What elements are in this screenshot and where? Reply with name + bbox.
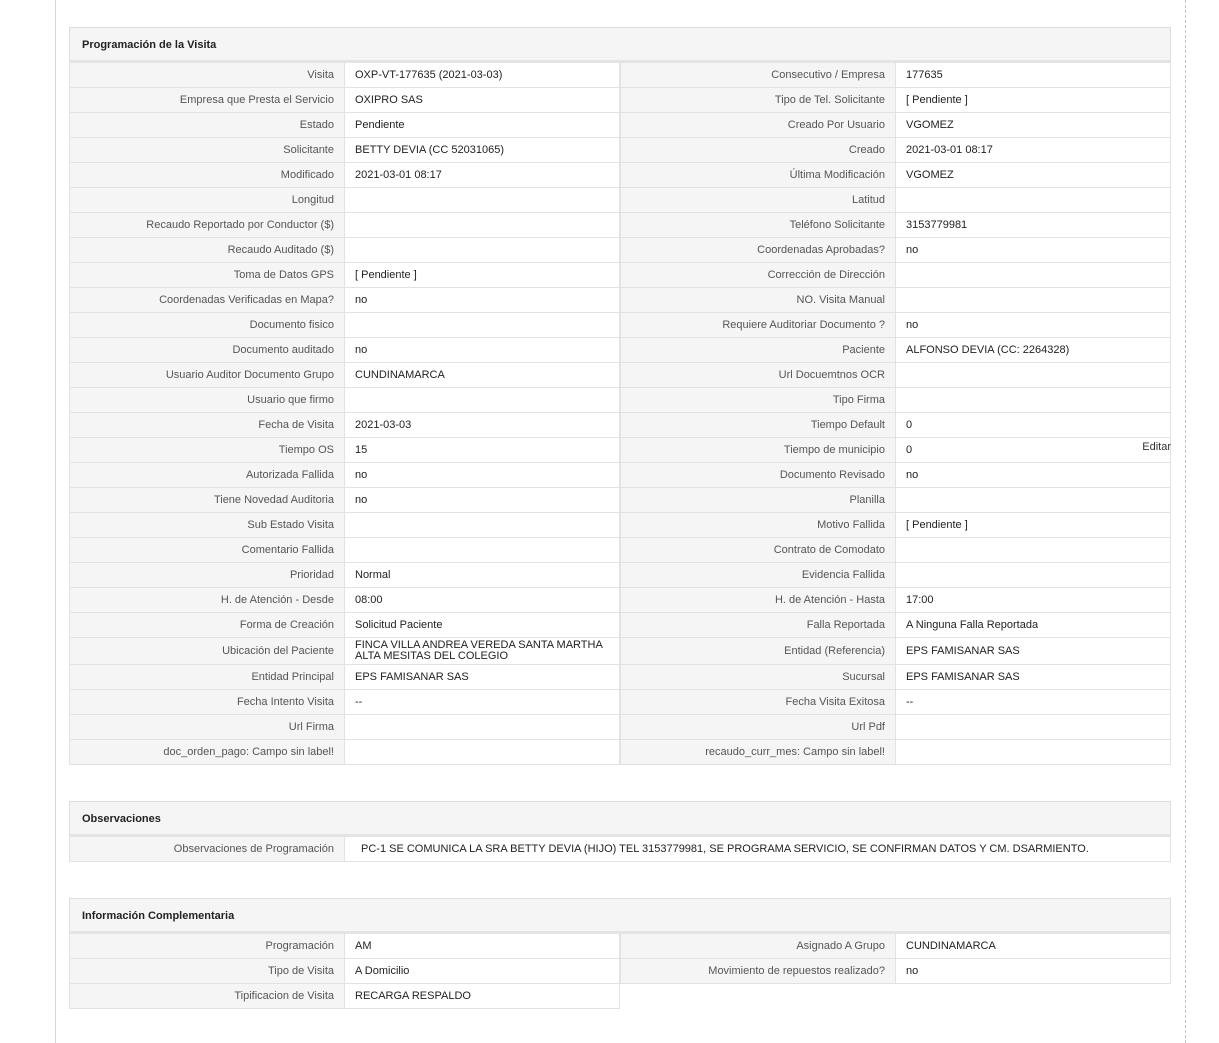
field-value: EPS FAMISANAR SAS: [345, 665, 620, 690]
field-row: [69, 263, 1171, 288]
field-label: Planilla: [620, 488, 896, 513]
field-value: no: [896, 313, 1171, 338]
field-label: Última Modificación: [620, 163, 896, 188]
field-row: [69, 288, 1171, 313]
field-row: [69, 188, 1171, 213]
field-value: FINCA VILLA ANDREA VEREDA SANTA MARTHA ALTA MESITAS DEL COLEGIO: [345, 638, 620, 665]
field-label: H. de Atención - Desde: [69, 588, 345, 613]
field-label: Documento auditado: [69, 338, 345, 363]
field-value: A Ninguna Falla Reportada: [896, 613, 1171, 638]
field-label: Autorizada Fallida: [69, 463, 345, 488]
field-row: [69, 715, 1171, 740]
field-row: [69, 959, 1171, 984]
field-value: RECARGA RESPALDO: [345, 984, 620, 1009]
field-value: Normal: [345, 563, 620, 588]
field-row: [69, 463, 1171, 488]
field-label: Creado Por Usuario: [620, 113, 896, 138]
field-value: no: [345, 288, 620, 313]
field-value: no: [896, 463, 1171, 488]
field-row: [69, 538, 1171, 563]
field-label: Evidencia Fallida: [620, 563, 896, 588]
field-label: Movimiento de repuestos realizado?: [620, 959, 896, 984]
field-row: [69, 665, 1171, 690]
field-label: Programación: [69, 934, 345, 959]
field-value: Solicitud Paciente: [345, 613, 620, 638]
field-label: Tiempo de municipio: [620, 438, 896, 463]
field-label: Teléfono Solicitante: [620, 213, 896, 238]
field-label: Falla Reportada: [620, 613, 896, 638]
field-value: VGOMEZ: [896, 113, 1171, 138]
left-border-line: [55, 0, 56, 1043]
field-label: Entidad Principal: [69, 665, 345, 690]
field-label: Toma de Datos GPS: [69, 263, 345, 288]
field-row: [69, 363, 1171, 388]
field-value: BETTY DEVIA (CC 52031065): [345, 138, 620, 163]
field-value: [896, 563, 1171, 588]
field-label: Sucursal: [620, 665, 896, 690]
field-value: AM: [345, 934, 620, 959]
field-value: no: [896, 238, 1171, 263]
field-label: Recaudo Reportado por Conductor ($): [69, 213, 345, 238]
field-row: [69, 690, 1171, 715]
field-label: Paciente: [620, 338, 896, 363]
field-row: [69, 488, 1171, 513]
field-value: ALFONSO DEVIA (CC: 2264328): [896, 338, 1171, 363]
field-value: [345, 538, 620, 563]
field-value: [896, 363, 1171, 388]
field-value: 3153779981: [896, 213, 1171, 238]
field-label: Asignado A Grupo: [620, 934, 896, 959]
field-row: [69, 113, 1171, 138]
programacion-panel-title: Programación de la Visita: [69, 27, 1171, 63]
field-label: Creado: [620, 138, 896, 163]
field-value: [345, 238, 620, 263]
field-value: 0: [896, 438, 1171, 463]
field-label: Longitud: [69, 188, 345, 213]
field-label: recaudo_curr_mes: Campo sin label!: [620, 740, 896, 765]
field-label: Visita: [69, 63, 345, 88]
field-label: Documento fisico: [69, 313, 345, 338]
field-value: [345, 715, 620, 740]
field-row: [69, 63, 1171, 88]
field-label: Corrección de Dirección: [620, 263, 896, 288]
field-label: Fecha de Visita: [69, 413, 345, 438]
field-row: [69, 740, 1171, 765]
field-value: [ Pendiente ]: [896, 513, 1171, 538]
field-value: [ Pendiente ]: [896, 88, 1171, 113]
complementaria-panel: [69, 898, 1171, 1009]
field-value: [345, 740, 620, 765]
field-value: 0: [896, 413, 1171, 438]
field-value: [896, 263, 1171, 288]
field-value: VGOMEZ: [896, 163, 1171, 188]
field-label: Motivo Fallida: [620, 513, 896, 538]
field-label: Fecha Visita Exitosa: [620, 690, 896, 715]
field-row: [69, 413, 1171, 438]
field-value: 2021-03-03: [345, 413, 620, 438]
field-value: [896, 715, 1171, 740]
field-label: doc_orden_pago: Campo sin label!: [69, 740, 345, 765]
field-value: [896, 538, 1171, 563]
right-dashed-border: [1185, 0, 1186, 1043]
field-label: Url Pdf: [620, 715, 896, 740]
field-value: --: [345, 690, 620, 715]
field-row: [69, 563, 1171, 588]
field-label: Tiempo OS: [69, 438, 345, 463]
field-value: no: [345, 488, 620, 513]
field-label: Tiempo Default: [620, 413, 896, 438]
field-value: 17:00: [896, 588, 1171, 613]
field-value: 08:00: [345, 588, 620, 613]
field-value: --: [896, 690, 1171, 715]
field-label: Recaudo Auditado ($): [69, 238, 345, 263]
field-label: H. de Atención - Hasta: [620, 588, 896, 613]
field-label: Consecutivo / Empresa: [620, 63, 896, 88]
field-label: Solicitante: [69, 138, 345, 163]
field-value: [345, 213, 620, 238]
field-value: [896, 488, 1171, 513]
field-value: A Domicilio: [345, 959, 620, 984]
field-label: Prioridad: [69, 563, 345, 588]
observaciones-row: [69, 837, 1171, 862]
field-row: [69, 613, 1171, 638]
field-label: Ubicación del Paciente: [69, 638, 345, 665]
field-label: Usuario Auditor Documento Grupo: [69, 363, 345, 388]
field-row: [69, 138, 1171, 163]
field-label: Observaciones de Programación: [69, 837, 345, 862]
field-label: Modificado: [69, 163, 345, 188]
observaciones-panel-title: Observaciones: [69, 801, 1171, 837]
field-label: Tipo de Tel. Solicitante: [620, 88, 896, 113]
field-value: OXIPRO SAS: [345, 88, 620, 113]
field-row: [69, 388, 1171, 413]
field-value: [896, 188, 1171, 213]
field-row: [69, 238, 1171, 263]
field-label: Tiene Novedad Auditoria: [69, 488, 345, 513]
field-label: Tipo Firma: [620, 388, 896, 413]
edit-link[interactable]: Editar: [1142, 441, 1171, 453]
field-value: 2021-03-01 08:17: [896, 138, 1171, 163]
field-value: 2021-03-01 08:17: [345, 163, 620, 188]
field-value: no: [345, 463, 620, 488]
field-value: [345, 313, 620, 338]
field-label: Estado: [69, 113, 345, 138]
complementaria-panel-title: Información Complementaria: [69, 898, 1171, 934]
field-value: Pendiente: [345, 113, 620, 138]
programacion-panel: [69, 27, 1171, 765]
field-value: [896, 740, 1171, 765]
observaciones-grid: [69, 837, 1171, 862]
field-label: Comentario Fallida: [69, 538, 345, 563]
field-row: [69, 338, 1171, 363]
field-label: Requiere Auditoriar Documento ?: [620, 313, 896, 338]
field-value: PC-1 SE COMUNICA LA SRA BETTY DEVIA (HIJO) TEL 3153779981, SE PROGRAMA SERVICIO, SE CONFIRMAN DATOS Y CM. DSARMIENTO.: [345, 837, 1171, 862]
field-label: Tipificacion de Visita: [69, 984, 345, 1009]
field-label: Url Firma: [69, 715, 345, 740]
programacion-grid: [69, 63, 1171, 765]
field-label: Documento Revisado: [620, 463, 896, 488]
field-label: Coordenadas Aprobadas?: [620, 238, 896, 263]
field-row: [69, 984, 1171, 1009]
field-value: EPS FAMISANAR SAS: [896, 638, 1171, 665]
field-value: [ Pendiente ]: [345, 263, 620, 288]
field-row: [69, 313, 1171, 338]
field-value: EPS FAMISANAR SAS: [896, 665, 1171, 690]
field-row: [69, 213, 1171, 238]
field-row: [69, 88, 1171, 113]
observaciones-panel: [69, 801, 1171, 862]
field-row: [69, 513, 1171, 538]
field-label: Empresa que Presta el Servicio: [69, 88, 345, 113]
field-value: [896, 288, 1171, 313]
field-row: [69, 438, 1171, 463]
field-value: [896, 388, 1171, 413]
field-label: Usuario que firmo: [69, 388, 345, 413]
field-label: Forma de Creación: [69, 613, 345, 638]
field-row: [69, 934, 1171, 959]
field-label: Fecha Intento Visita: [69, 690, 345, 715]
complementaria-grid: [69, 934, 1171, 1009]
field-value: no: [896, 959, 1171, 984]
field-value: [345, 188, 620, 213]
field-value: OXP-VT-177635 (2021-03-03): [345, 63, 620, 88]
field-value: [345, 388, 620, 413]
field-label: Entidad (Referencia): [620, 638, 896, 665]
field-label: Tipo de Visita: [69, 959, 345, 984]
field-label: Sub Estado Visita: [69, 513, 345, 538]
field-value: 177635: [896, 63, 1171, 88]
field-row: [69, 163, 1171, 188]
field-label: Url Docuemtnos OCR: [620, 363, 896, 388]
field-label: Coordenadas Verificadas en Mapa?: [69, 288, 345, 313]
field-value: no: [345, 338, 620, 363]
field-row: [69, 588, 1171, 613]
field-value: CUNDINAMARCA: [896, 934, 1171, 959]
field-label: Latitud: [620, 188, 896, 213]
field-value: [345, 513, 620, 538]
field-value: CUNDINAMARCA: [345, 363, 620, 388]
field-label: NO. Visita Manual: [620, 288, 896, 313]
field-label: Contrato de Comodato: [620, 538, 896, 563]
field-value: 15: [345, 438, 620, 463]
field-row: [69, 638, 1171, 665]
